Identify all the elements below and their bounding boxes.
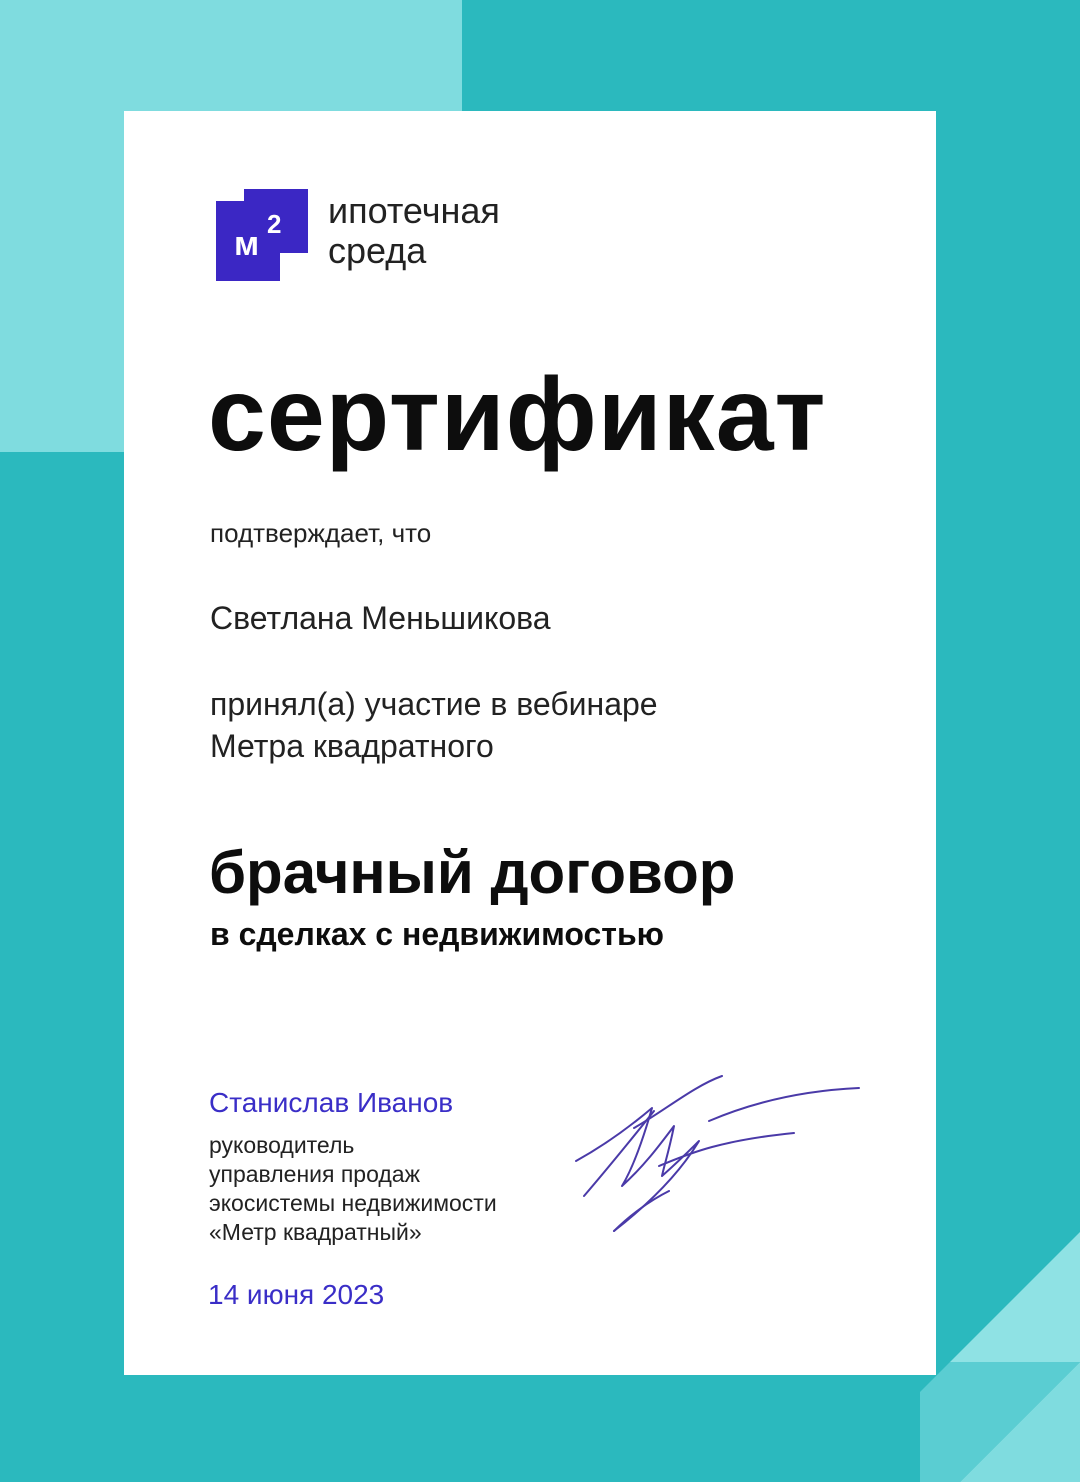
logo-mark-text: м — [234, 225, 260, 263]
handwritten-signature — [574, 1066, 864, 1236]
recipient-name: Светлана Меньшикова — [210, 600, 551, 636]
m2-logo-icon — [216, 189, 308, 281]
signer-title-line-3: экосистемы недвижимости — [209, 1190, 497, 1216]
webinar-topic: брачный договор — [209, 839, 736, 906]
logo-mark-sup: 2 — [267, 209, 282, 239]
logo-wordmark — [328, 191, 500, 271]
signer-title-line-2: управления продаж — [209, 1161, 420, 1187]
signer-title — [209, 1131, 497, 1247]
logo-line-2: среда — [328, 230, 427, 271]
certificate-card — [124, 111, 936, 1375]
participation-text — [210, 683, 658, 767]
certificate-date: 14 июня 2023 — [208, 1279, 385, 1310]
participation-line-2: Метра квадратного — [210, 728, 494, 764]
background-decor-bottom-right — [920, 1232, 1080, 1482]
certificate-title: сертификат — [208, 357, 827, 473]
participation-line-1: принял(а) участие в вебинаре — [210, 686, 658, 722]
logo-line-1: ипотечная — [328, 190, 500, 231]
webinar-topic-subtitle: в сделках с недвижимостью — [210, 916, 664, 952]
brand-logo — [216, 189, 500, 281]
signer-name: Станислав Иванов — [209, 1087, 454, 1118]
confirms-text: подтверждает, что — [210, 518, 432, 548]
signer-title-line-1: руководитель — [209, 1132, 355, 1158]
signer-title-line-4: «Метр квадратный» — [209, 1219, 422, 1245]
